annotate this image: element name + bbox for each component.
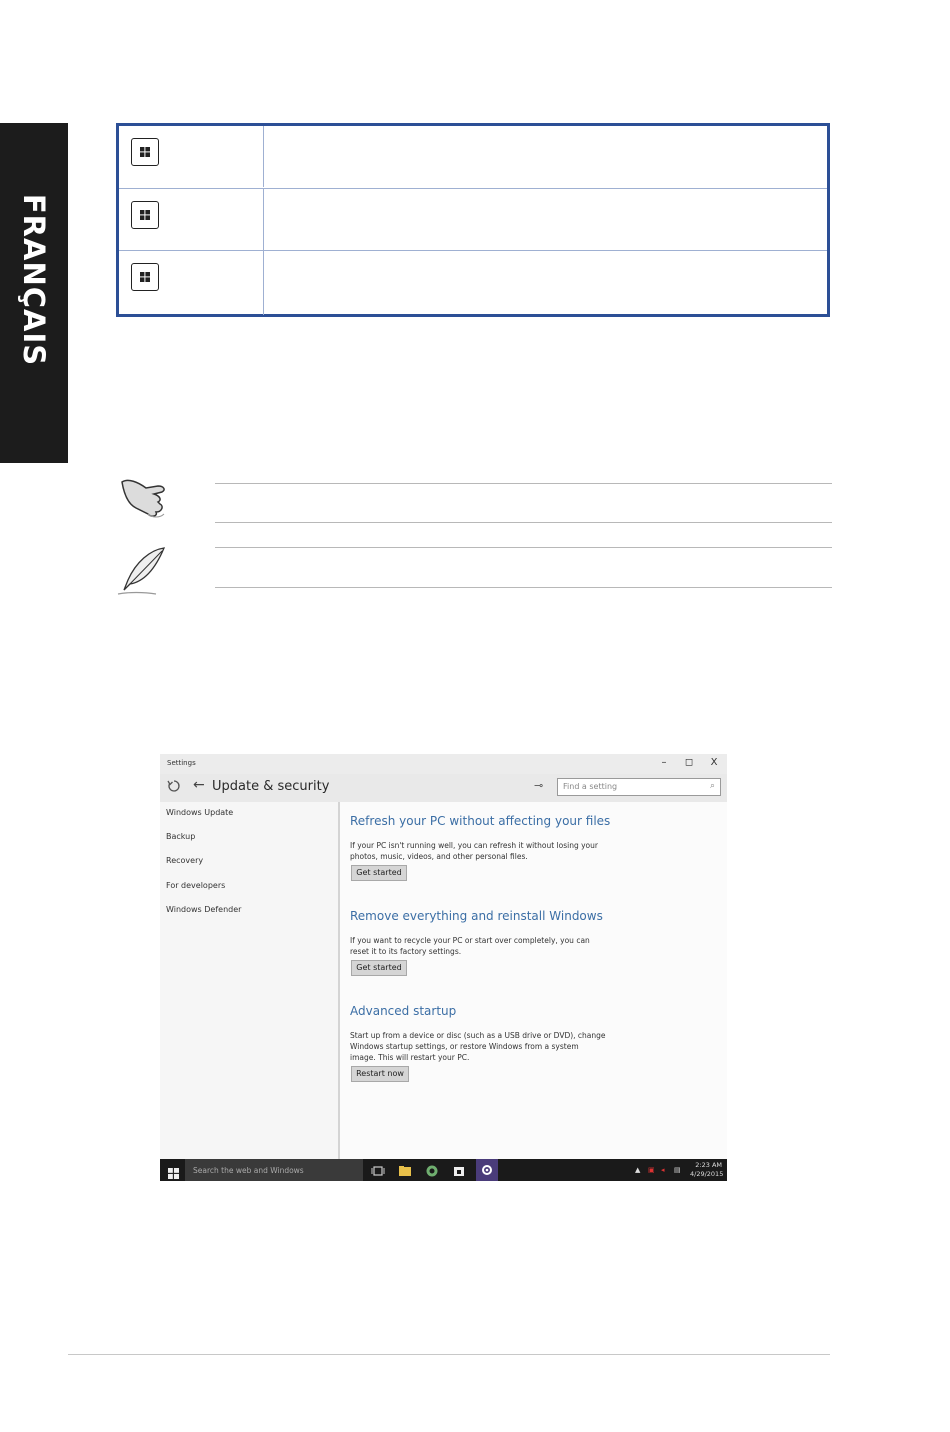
close-button[interactable]: X	[710, 757, 718, 768]
back-arrow-icon[interactable]: ←	[193, 777, 205, 793]
section-description	[350, 935, 610, 957]
page-title: Update & security	[212, 779, 330, 794]
taskbar-clock[interactable]	[690, 1161, 722, 1179]
gear-icon	[480, 1163, 494, 1177]
key-cell	[119, 251, 264, 315]
settings-header	[160, 774, 727, 802]
taskbar-search-placeholder: Search the web and Windows	[193, 1166, 304, 1175]
shortcut-row	[119, 188, 827, 250]
notification-icon[interactable]: ▤	[674, 1166, 681, 1174]
search-icon: ⌕	[709, 781, 715, 791]
hand-pointing-icon	[118, 474, 172, 525]
restart-now-button[interactable]: Restart now	[351, 1066, 409, 1082]
note-divider	[215, 483, 832, 484]
section-title: Advanced startup	[350, 1004, 457, 1018]
section-title: Remove everything and reinstall Windows	[350, 909, 603, 923]
settings-nav	[160, 802, 340, 1159]
nav-item-windows-update[interactable]: Windows Update	[166, 808, 234, 817]
store-icon[interactable]	[452, 1163, 466, 1177]
desc-line: Start up from a device or disc (such as a USB drive or DVD), change	[350, 1031, 606, 1040]
note-divider	[215, 587, 832, 588]
get-started-button[interactable]: Get started	[351, 865, 407, 881]
minimize-button[interactable]: –	[661, 757, 667, 768]
refresh-icon[interactable]	[167, 778, 181, 797]
section-title: Refresh your PC without affecting your files	[350, 814, 611, 828]
footer-divider	[68, 1354, 830, 1355]
note-divider	[215, 547, 832, 548]
section-description	[350, 1030, 610, 1063]
settings-taskbar-item[interactable]	[476, 1159, 498, 1181]
title-bar	[160, 754, 727, 774]
note-divider	[215, 522, 832, 523]
task-view-icon[interactable]	[371, 1163, 385, 1177]
shortcut-row	[119, 250, 827, 315]
shortcut-table	[116, 123, 830, 317]
nav-item-windows-defender[interactable]: Windows Defender	[166, 905, 242, 914]
tray-chevron-icon[interactable]: ▲	[635, 1166, 641, 1174]
language-label: FRANÇAIS	[17, 193, 51, 367]
windows-key-icon	[131, 201, 159, 229]
windows-key-icon	[131, 138, 159, 166]
desc-line: Windows startup settings, or restore Windows from a system	[350, 1042, 579, 1051]
taskbar-search-box[interactable]	[185, 1159, 363, 1181]
find-setting-input[interactable]	[557, 778, 721, 796]
start-button-icon[interactable]	[168, 1164, 179, 1181]
network-icon[interactable]: ▣	[648, 1166, 655, 1174]
feather-quill-icon	[114, 544, 170, 603]
volume-icon[interactable]: ◂	[661, 1166, 665, 1174]
key-cell	[119, 189, 264, 250]
desc-line: photos, music, videos, and other personal files.	[350, 852, 528, 861]
desc-line: reset it to its factory settings.	[350, 947, 462, 956]
key-cell	[119, 126, 264, 187]
taskbar	[160, 1159, 727, 1181]
windows-key-icon	[131, 263, 159, 291]
nav-item-recovery[interactable]: Recovery	[166, 856, 204, 865]
nav-item-for-developers[interactable]: For developers	[166, 881, 226, 890]
desc-line: If your PC isn't running well, you can refresh it without losing your	[350, 841, 598, 850]
shortcut-row	[119, 126, 827, 187]
window-title: Settings	[167, 759, 196, 767]
settings-window	[160, 754, 727, 1181]
browser-icon[interactable]	[425, 1163, 439, 1177]
search-placeholder: Find a setting	[563, 782, 618, 791]
get-started-button[interactable]: Get started	[351, 960, 407, 976]
recovery-content	[340, 802, 727, 1159]
file-explorer-icon[interactable]	[398, 1163, 412, 1177]
desc-line: image. This will restart your PC.	[350, 1053, 470, 1062]
desc-line: If you want to recycle your PC or start over completely, you can	[350, 936, 590, 945]
section-description	[350, 840, 610, 862]
clock-date: 4/29/2015	[690, 1170, 724, 1178]
clock-time: 2:23 AM	[695, 1161, 722, 1169]
pin-icon[interactable]: ⊸	[534, 779, 544, 792]
restore-button[interactable]: ◻	[684, 757, 694, 768]
language-side-tab	[0, 123, 68, 463]
nav-item-backup[interactable]: Backup	[166, 832, 196, 841]
